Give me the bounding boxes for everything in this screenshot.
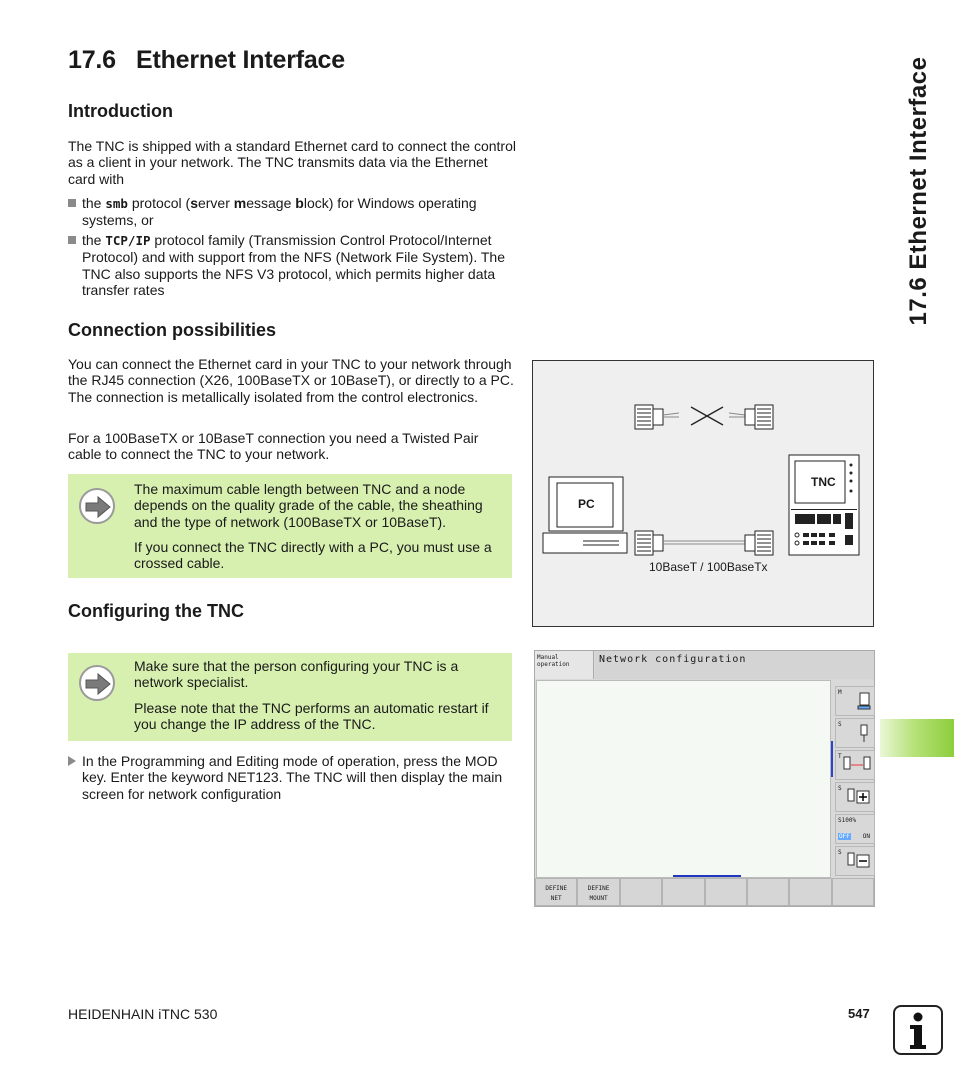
on-label: ON	[862, 833, 870, 840]
mode-line-2: operation	[537, 661, 570, 668]
connection-paragraph-1: You can connect the Ethernet card in your TNC to your network through the RJ45 connection (X26, 100BaseTX or 10BaseT), or directly to a PC. The connection is metallically isolated from the control electronics.	[68, 356, 514, 405]
bullet-square-icon	[68, 199, 76, 207]
info-icon	[893, 1005, 943, 1055]
bullet-text: lock) for Windows operating systems, or	[82, 195, 477, 229]
minus-icon	[847, 851, 871, 871]
diagram-drawing	[533, 361, 875, 628]
introduction-paragraph: The TNC is shipped with a standard Ethernet card to connect the control as a client in your network. The TNC transmits data via the Ethernet card with	[68, 138, 516, 187]
tool-change-icon	[842, 755, 872, 775]
introduction-heading: Introduction	[68, 101, 173, 121]
smb-code: smb	[105, 196, 128, 211]
bullet-prefix: the	[82, 232, 102, 248]
step-arrow-icon	[68, 756, 76, 766]
bullet-bold-m: m	[233, 195, 247, 211]
softkey-empty[interactable]	[705, 878, 747, 906]
bullet-bold-b: b	[295, 195, 304, 211]
connection-paragraph-2: For a 100BaseTX or 10BaseT connection you need a Twisted Pair cable to connect the TNC to your network.	[68, 430, 479, 463]
screen-side-softkeys	[835, 680, 875, 878]
network-config-screenshot	[534, 650, 875, 907]
softkey-empty[interactable]	[832, 878, 874, 906]
section-number: 17.6	[68, 46, 116, 74]
side-softkey-override[interactable]: S100% OFF ON	[835, 814, 875, 844]
note-cable-length: The maximum cable length between TNC and a node depends on the quality grade of the cable, the sheathing and the type of network (100BaseTX or 10BaseT).	[134, 481, 483, 530]
side-title	[899, 46, 939, 336]
step-text: In the Programming and Editing mode of operation, press the MOD key. Enter the keyword NET123. The TNC will then display the main screen for network configuration	[82, 753, 503, 802]
list-item-tcpip	[68, 232, 514, 298]
pointing-hand-icon	[79, 488, 115, 524]
pc-label: PC	[578, 497, 595, 511]
bullet-text: erver	[197, 195, 234, 211]
note-crossed-cable: If you connect the TNC directly with a PC, you must use a crossed cable.	[134, 539, 492, 572]
side-softkey-m[interactable]: M	[835, 686, 875, 716]
softkey-empty[interactable]	[620, 878, 662, 906]
cursor-bar	[673, 875, 741, 877]
screen-work-area	[536, 680, 831, 878]
bullet-text: essage	[246, 195, 296, 211]
screen-title: Network configuration	[595, 651, 874, 679]
side-softkey-t[interactable]: T	[835, 750, 875, 780]
side-title-text: 17.6 Ethernet Interface	[905, 56, 932, 326]
mode-line-1: Manual	[537, 654, 559, 661]
step-mod-key	[68, 753, 512, 802]
pc-computer-icon	[543, 477, 627, 553]
bullet-bold-s: s	[190, 195, 198, 211]
list-item-smb	[68, 195, 514, 229]
section-title: Ethernet Interface	[136, 46, 345, 74]
plus-icon	[847, 787, 871, 807]
page-number: 547	[848, 1006, 870, 1021]
side-softkey-s[interactable]: S	[835, 718, 875, 748]
note-network-specialist: Make sure that the person configuring your TNC is a network specialist.	[134, 658, 459, 691]
monitor-icon	[857, 691, 871, 711]
straight-cable-icon	[635, 531, 773, 555]
note-box-configure	[68, 653, 512, 741]
bullet-prefix: the	[82, 195, 102, 211]
softkey-define-mount[interactable]: DEFINE MOUNT	[577, 878, 619, 906]
note-box-cable	[68, 474, 512, 578]
page-title	[68, 46, 345, 75]
mode-indicator	[535, 651, 594, 679]
chapter-tab	[880, 719, 954, 757]
tcpip-code: TCP/IP	[105, 233, 151, 248]
note-automatic-restart: Please note that the TNC performs an automatic restart if you change the IP address of the TNC.	[134, 700, 489, 733]
softkey-empty[interactable]	[747, 878, 789, 906]
connection-heading: Connection possibilities	[68, 320, 277, 340]
side-softkey-minus[interactable]: S	[835, 846, 875, 876]
ethernet-connection-diagram	[532, 360, 874, 627]
off-label: OFF	[839, 833, 850, 840]
tnc-label: TNC	[811, 475, 836, 489]
side-indicator-bar	[831, 741, 833, 777]
bullet-square-icon	[68, 236, 76, 244]
footer-product: HEIDENHAIN iTNC 530	[68, 1006, 218, 1022]
configuring-heading: Configuring the TNC	[68, 601, 244, 621]
side-softkey-plus[interactable]: S	[835, 782, 875, 812]
softkey-row	[535, 878, 874, 906]
cable-label: 10BaseT / 100BaseTx	[649, 560, 768, 574]
softkey-define-net[interactable]: DEFINE NET	[535, 878, 577, 906]
bullet-text: protocol (	[131, 195, 191, 211]
bullet-text: protocol family (Transmission Control Protocol/Internet Protocol) and with support from the NFS (Network File System). The TNC also supports the NFS V3 protocol, which permits higher data transfer rates	[82, 232, 505, 298]
pointing-hand-icon	[79, 665, 115, 701]
softkey-empty[interactable]	[789, 878, 831, 906]
softkey-empty[interactable]	[662, 878, 704, 906]
tnc-control-icon	[789, 455, 859, 555]
spindle-icon	[857, 723, 871, 743]
crossed-cable-icon	[635, 405, 773, 429]
